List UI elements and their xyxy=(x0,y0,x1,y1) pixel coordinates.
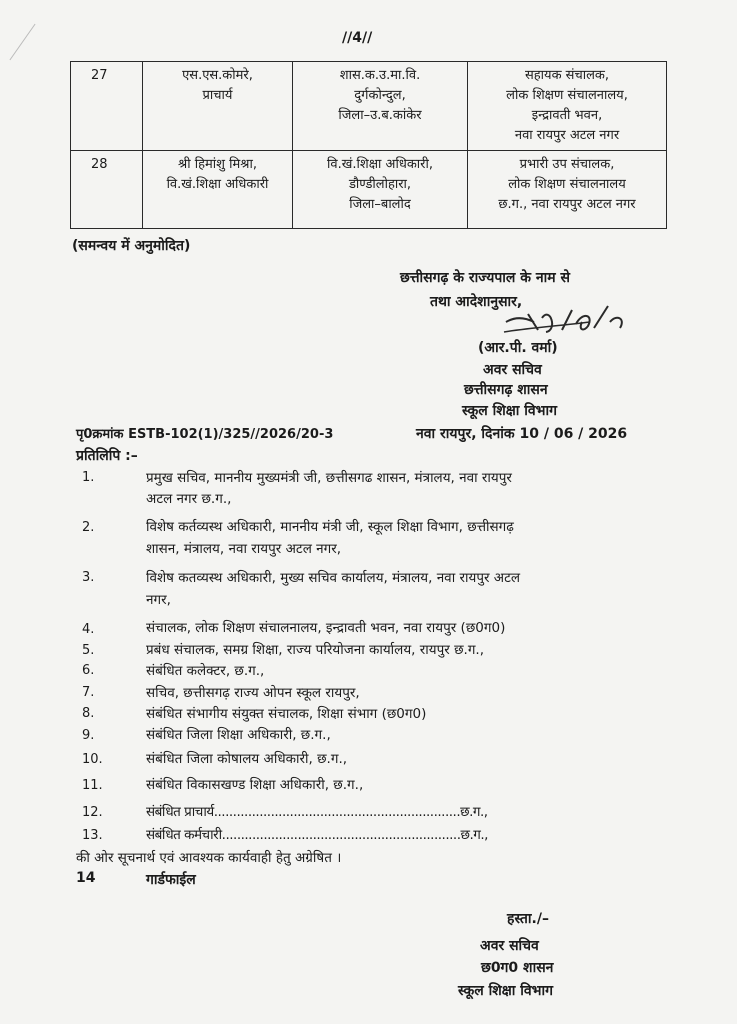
place-date: नवा रायपुर, दिनांक 10 / 06 / 2026 xyxy=(416,426,628,442)
cell-line: वि.खं.शिक्षा अधिकारी xyxy=(166,177,269,192)
copy-item-text: विशेष कतव्यस्थ अधिकारी, मुख्य सचिव कार्यालय, मंत्रालय, नवा रायपुर अटल xyxy=(146,570,521,586)
copy-item-number: 4. xyxy=(82,622,95,637)
transfer-table xyxy=(70,61,667,229)
copy-item-text: संचालक, लोक शिक्षण संचालनालय, इन्द्रावती भवन, नवा रायपुर (छ0ग0) xyxy=(146,620,506,636)
employee-name-cell xyxy=(143,62,293,151)
from-posting-cell xyxy=(293,151,468,229)
cell-line: इन्द्रावती भवन, xyxy=(531,108,603,123)
copy-item-text: संबंधित विकासखण्ड शिक्षा अधिकारी, छ.ग., xyxy=(146,777,364,793)
cell-line: वि.खं.शिक्षा अधिकारी, xyxy=(327,157,433,172)
forward-note: की ओर सूचनार्थ एवं आवश्यक कार्यवाही हेतु अग्रेषित । xyxy=(76,850,342,866)
signatory-dept: स्कूल शिक्षा विभाग xyxy=(462,403,558,419)
scan-mark xyxy=(9,24,35,61)
copy-item-number: 2. xyxy=(82,520,95,535)
copy-item-number: 13. xyxy=(82,828,103,843)
cell-line: छ.ग., नवा रायपुर अटल नगर xyxy=(498,197,636,212)
copy-item-number: 5. xyxy=(82,643,95,658)
to-posting-cell xyxy=(468,151,667,229)
item-14-number: 14 xyxy=(76,870,96,886)
signatory-designation: अवर सचिव xyxy=(483,362,542,378)
copy-item-number: 6. xyxy=(82,663,95,678)
cell-line: प्राचार्य xyxy=(202,88,233,103)
copy-item-number: 10. xyxy=(82,752,103,767)
cell-line: जिला–उ.ब.कांकेर xyxy=(338,108,422,123)
copy-item-text: संबंधित जिला शिक्षा अधिकारी, छ.ग., xyxy=(146,727,331,743)
copy-heading: प्रतिलिपि :– xyxy=(76,448,138,464)
signatory-govt: छत्तीसगढ़ शासन xyxy=(464,382,548,398)
copy-item-text: विशेष कर्तव्यस्थ अधिकारी, माननीय मंत्री जी, स्कूल शिक्षा विभाग, छत्तीसगढ़ xyxy=(146,519,514,535)
copy-item-text: संबंधित प्राचार्य.................................................................छ.ग., xyxy=(146,804,488,820)
copy-item-text: संबंधित कर्मचारी...............................................................छ.ग., xyxy=(146,827,488,843)
final-sign-dept: स्कूल शिक्षा विभाग xyxy=(458,983,554,999)
final-sign-designation: अवर सचिव xyxy=(480,938,539,954)
employee-name-cell xyxy=(143,151,293,229)
to-posting-cell xyxy=(468,62,667,151)
cell-line: शास.क.उ.मा.वि. xyxy=(339,68,421,83)
copy-item-text: प्रमुख सचिव, माननीय मुख्यमंत्री जी, छत्तीसगढ शासन, मंत्रालय, नवा रायपुर xyxy=(146,470,512,486)
cell-line: सहायक संचालक, xyxy=(524,68,610,83)
cell-line: प्रभारी उप संचालक, xyxy=(519,157,615,172)
copy-item-number: 12. xyxy=(82,805,103,820)
copy-item-number: 7. xyxy=(82,685,95,700)
cell-line: दुर्गकोन्दुल, xyxy=(354,88,406,103)
from-posting-cell xyxy=(293,62,468,151)
reference-number: पृ0क्रमांक ESTB-102(1)/325//2026/20-3 xyxy=(76,427,334,442)
copy-item-text: सचिव, छत्तीसगढ़ राज्य ओपन स्कूल रायपुर, xyxy=(146,685,360,701)
final-sign-govt: छ0ग0 शासन xyxy=(481,960,554,976)
copy-item-number: 1. xyxy=(82,470,95,485)
copy-item-text: संबंधित जिला कोषालय अधिकारी, छ.ग., xyxy=(146,751,348,767)
copy-item-text: संबंधित कलेक्टर, छ.ग., xyxy=(146,663,265,679)
copy-item-text: अटल नगर छ.ग., xyxy=(146,491,232,507)
copy-item-text: शासन, मंत्रालय, नवा रायपुर अटल नगर, xyxy=(146,541,342,557)
page-marker: //4// xyxy=(342,30,373,46)
approval-note: (समन्वय में अनुमोदित) xyxy=(72,238,191,254)
cell-line: श्री हिमांशु मिश्रा, xyxy=(178,157,257,172)
copy-item-number: 3. xyxy=(82,570,95,585)
order-line-2: तथा आदेशानुसार, xyxy=(430,294,523,310)
cell-line: लोक शिक्षण संचालनालय, xyxy=(506,88,628,103)
serial-number: 27 xyxy=(71,62,143,151)
copy-item-text: प्रबंध संचालक, समग्र शिक्षा, राज्य परियोजना कार्यालय, रायपुर छ.ग., xyxy=(146,642,485,658)
table-row xyxy=(71,62,667,151)
cell-line: नवा रायपुर अटल नगर xyxy=(514,128,620,143)
cell-line: डौण्डीलोहारा, xyxy=(348,177,412,192)
order-line-1: छत्तीसगढ़ के राज्यपाल के नाम से xyxy=(400,270,570,286)
copy-item-number: 8. xyxy=(82,706,95,721)
cell-line: जिला–बालोद xyxy=(349,197,411,212)
copy-item-text: नगर, xyxy=(146,592,171,608)
handwritten-signature xyxy=(498,296,633,344)
cell-line: लोक शिक्षण संचालनालय xyxy=(508,177,626,192)
copy-item-number: 11. xyxy=(82,778,103,793)
copy-item-number: 9. xyxy=(82,728,95,743)
final-sign-line: हस्ता./– xyxy=(507,911,549,927)
signatory-name: (आर.पी. वर्मा) xyxy=(478,340,558,356)
final-sign-block xyxy=(468,908,588,930)
item-14-text: गार्डफाईल xyxy=(146,872,196,888)
copy-item-text: संबंधित संभागीय संयुक्त संचालक, शिक्षा संभाग (छ0ग0) xyxy=(146,706,427,722)
cell-line: एस.एस.कोमरे, xyxy=(182,68,253,83)
table-row xyxy=(71,151,667,229)
serial-number: 28 xyxy=(71,151,143,229)
